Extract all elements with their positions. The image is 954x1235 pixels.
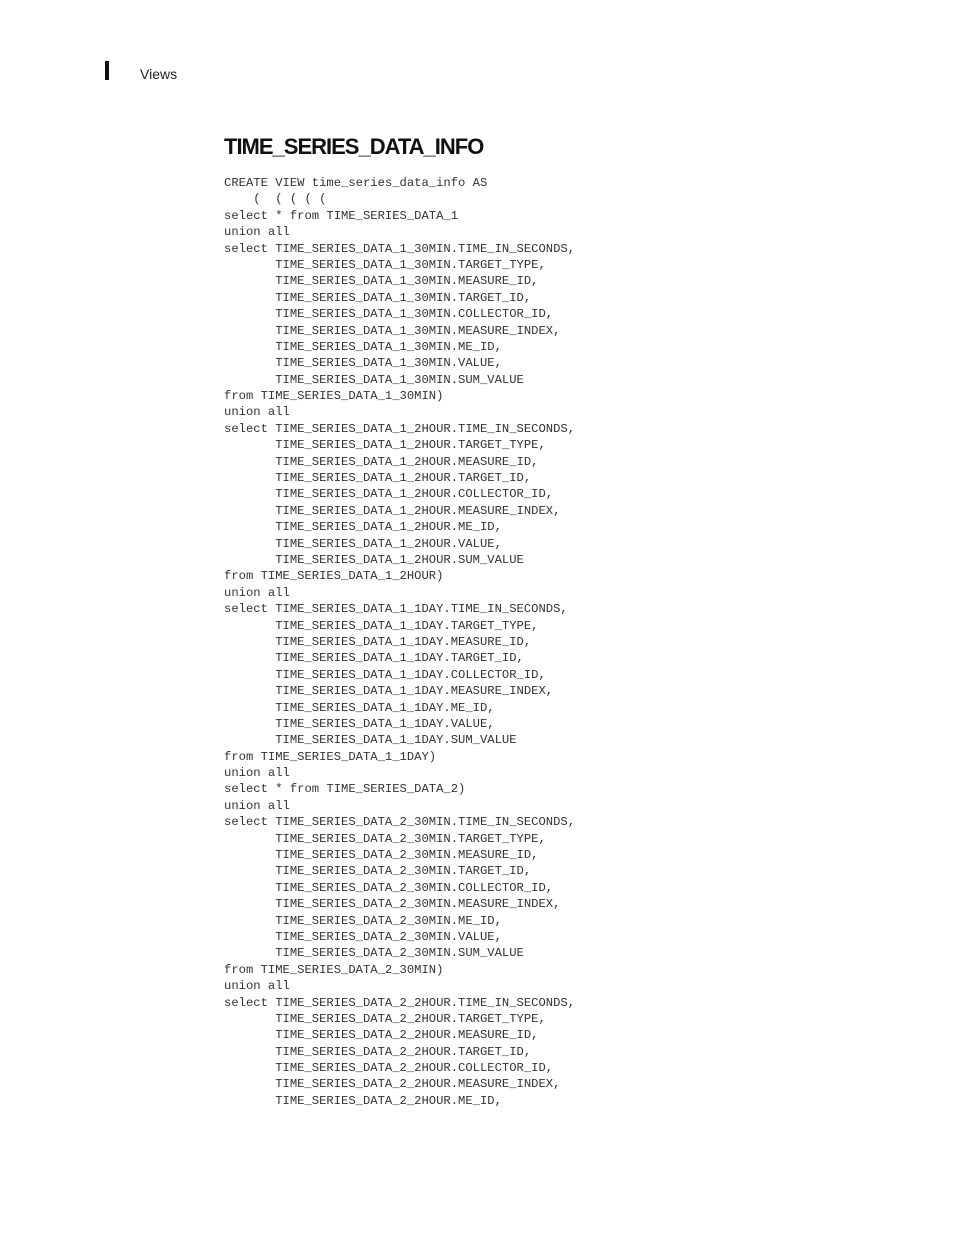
code-line: select TIME_SERIES_DATA_2_30MIN.TIME_IN_SECONDS, [224, 815, 576, 830]
code-line: TIME_SERIES_DATA_2_2HOUR.TARGET_ID, [224, 1044, 532, 1059]
code-line: TIME_SERIES_DATA_1_2HOUR.MEASURE_INDEX, [224, 503, 561, 518]
code-line: TIME_SERIES_DATA_1_1DAY.TARGET_ID, [224, 651, 524, 666]
code-line: TIME_SERIES_DATA_1_30MIN.COLLECTOR_ID, [224, 307, 554, 322]
code-line: TIME_SERIES_DATA_2_2HOUR.COLLECTOR_ID, [224, 1061, 554, 1076]
code-line: TIME_SERIES_DATA_1_30MIN.ME_ID, [224, 339, 502, 354]
code-line: from TIME_SERIES_DATA_1_1DAY) [224, 749, 437, 764]
code-line: TIME_SERIES_DATA_1_2HOUR.TARGET_ID, [224, 471, 532, 486]
code-line: TIME_SERIES_DATA_2_2HOUR.MEASURE_ID, [224, 1028, 539, 1043]
code-line: TIME_SERIES_DATA_1_30MIN.TARGET_ID, [224, 290, 532, 305]
code-line: TIME_SERIES_DATA_1_1DAY.ME_ID, [224, 700, 495, 715]
code-line: union all [224, 585, 290, 600]
code-line: TIME_SERIES_DATA_1_30MIN.MEASURE_INDEX, [224, 323, 561, 338]
code-line: select TIME_SERIES_DATA_1_1DAY.TIME_IN_SECONDS, [224, 602, 568, 617]
code-line: from TIME_SERIES_DATA_1_2HOUR) [224, 569, 444, 584]
code-line: select TIME_SERIES_DATA_2_2HOUR.TIME_IN_SECONDS, [224, 995, 576, 1010]
code-line: TIME_SERIES_DATA_1_1DAY.COLLECTOR_ID, [224, 667, 546, 682]
code-line: TIME_SERIES_DATA_1_30MIN.MEASURE_ID, [224, 274, 539, 289]
code-line: TIME_SERIES_DATA_1_30MIN.TARGET_TYPE, [224, 257, 546, 272]
code-line: union all [224, 766, 290, 781]
code-line: select * from TIME_SERIES_DATA_1 [224, 208, 459, 223]
code-line: TIME_SERIES_DATA_2_2HOUR.TARGET_TYPE, [224, 1011, 546, 1026]
code-line: TIME_SERIES_DATA_2_30MIN.VALUE, [224, 929, 502, 944]
code-line: TIME_SERIES_DATA_1_2HOUR.SUM_VALUE [224, 552, 524, 567]
code-line: TIME_SERIES_DATA_1_1DAY.TARGET_TYPE, [224, 618, 539, 633]
code-line: TIME_SERIES_DATA_2_30MIN.TARGET_TYPE, [224, 831, 546, 846]
code-line: from TIME_SERIES_DATA_1_30MIN) [224, 389, 444, 404]
code-line: TIME_SERIES_DATA_2_30MIN.ME_ID, [224, 913, 502, 928]
code-line: TIME_SERIES_DATA_2_30MIN.SUM_VALUE [224, 946, 524, 961]
code-line: TIME_SERIES_DATA_1_2HOUR.ME_ID, [224, 520, 502, 535]
sql-code-block [224, 175, 575, 1109]
code-line: TIME_SERIES_DATA_2_30MIN.TARGET_ID, [224, 864, 532, 879]
code-line: select TIME_SERIES_DATA_1_30MIN.TIME_IN_SECONDS, [224, 241, 576, 256]
code-line: TIME_SERIES_DATA_1_2HOUR.VALUE, [224, 536, 502, 551]
code-line: TIME_SERIES_DATA_1_30MIN.VALUE, [224, 356, 502, 371]
page-title: TIME_SERIES_DATA_INFO [224, 134, 484, 159]
code-line: TIME_SERIES_DATA_1_1DAY.VALUE, [224, 716, 495, 731]
code-line: TIME_SERIES_DATA_2_30MIN.MEASURE_INDEX, [224, 897, 561, 912]
code-line: select TIME_SERIES_DATA_1_2HOUR.TIME_IN_SECONDS, [224, 421, 576, 436]
code-line: union all [224, 798, 290, 813]
code-line: TIME_SERIES_DATA_2_2HOUR.MEASURE_INDEX, [224, 1077, 561, 1092]
code-line: ( ( ( ( ( [224, 192, 327, 207]
code-line: from TIME_SERIES_DATA_2_30MIN) [224, 962, 444, 977]
code-line: select * from TIME_SERIES_DATA_2) [224, 782, 466, 797]
code-line: union all [224, 979, 290, 994]
header-section-label: Views [140, 66, 178, 82]
code-line: union all [224, 225, 290, 240]
code-line: TIME_SERIES_DATA_2_30MIN.MEASURE_ID, [224, 848, 539, 863]
code-line: union all [224, 405, 290, 420]
code-line: TIME_SERIES_DATA_1_1DAY.SUM_VALUE [224, 733, 517, 748]
code-line: TIME_SERIES_DATA_1_30MIN.SUM_VALUE [224, 372, 524, 387]
code-line: TIME_SERIES_DATA_1_2HOUR.MEASURE_ID, [224, 454, 539, 469]
code-line: TIME_SERIES_DATA_2_2HOUR.ME_ID, [224, 1093, 502, 1108]
code-line: CREATE VIEW time_series_data_info AS [224, 176, 488, 190]
code-line: TIME_SERIES_DATA_1_2HOUR.TARGET_TYPE, [224, 438, 546, 453]
code-line: TIME_SERIES_DATA_1_1DAY.MEASURE_INDEX, [224, 684, 554, 699]
code-line: TIME_SERIES_DATA_2_30MIN.COLLECTOR_ID, [224, 880, 554, 895]
header-section-marker [105, 61, 109, 80]
code-line: TIME_SERIES_DATA_1_1DAY.MEASURE_ID, [224, 634, 532, 649]
code-line: TIME_SERIES_DATA_1_2HOUR.COLLECTOR_ID, [224, 487, 554, 502]
